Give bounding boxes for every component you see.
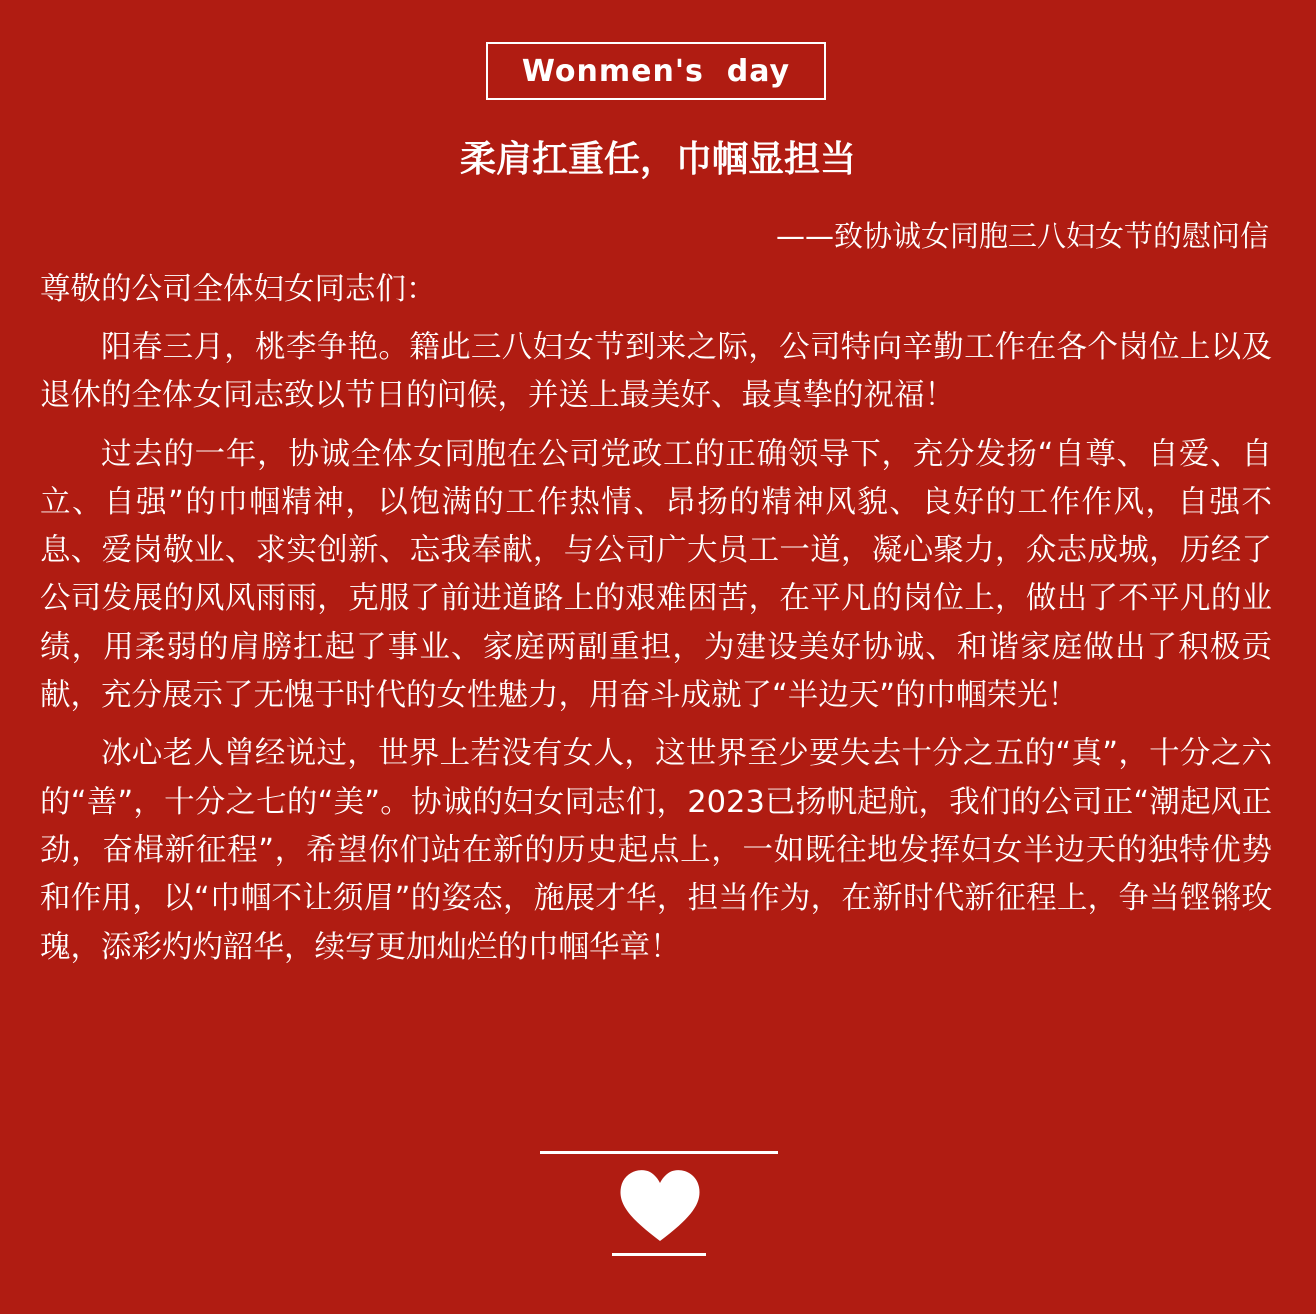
paragraph-3: 冰心老人曾经说过，世界上若没有女人，这世界至少要失去十分之五的“真”，十分之六的“善”，十分之七的“美”。协诚的妇女同志们，2023已扬帆起航，我们的公司正“潮起风正劲，奋楫新征程”，希望你们站在新的历史起点上，一如既往地发挥妇女半边天的独特优势和作用，以“巾帼不让须眉”的姿态，施展才华，担当作为，在新时代新征程上，争当铿锵玫瑰，添彩灼灼韶华，续写更加灿烂的巾帼华章！ — [40, 736, 1272, 965]
womens-day-badge — [486, 42, 826, 100]
heart-icon — [618, 1165, 702, 1245]
paragraph-2: 过去的一年，协诚全体女同胞在公司党政工的正确领导下，充分发扬“自尊、自爱、自立、自强”的巾帼精神，以饱满的工作热情、昂扬的精神风貌、良好的工作作风，自强不息、爱岗敬业、求实创新、忘我奉献，与公司广大员工一道，凝心聚力，众志成城，历经了公司发展的风风雨雨，克服了前进道路上的艰难困苦，在平凡的岗位上，做出了不平凡的业绩，用柔弱的肩膀扛起了事业、家庭两副重担，为建设美好协诚、和谐家庭做出了积极贡献，充分展示了无愧于时代的女性魅力，用奋斗成就了“半边天”的巾帼荣光！ — [40, 436, 1272, 714]
paragraph-1: 阳春三月，桃李争艳。籍此三八妇女节到来之际，公司特向辛勤工作在各个岗位上以及退休的全体女同志致以节日的问候，并送上最美好、最真挚的祝福！ — [40, 330, 1272, 414]
letter-subtitle: ——致协诚女同胞三八妇女节的慰问信 — [775, 219, 1269, 253]
badge-label: Wonmen's day — [521, 53, 791, 89]
letter-title: 柔肩扛重任，巾帼显担当 — [459, 139, 856, 180]
letter-greeting: 尊敬的公司全体妇女同志们： — [40, 272, 437, 307]
divider-bottom — [612, 1253, 706, 1256]
letter-body — [40, 266, 1272, 972]
divider-top — [540, 1151, 778, 1154]
